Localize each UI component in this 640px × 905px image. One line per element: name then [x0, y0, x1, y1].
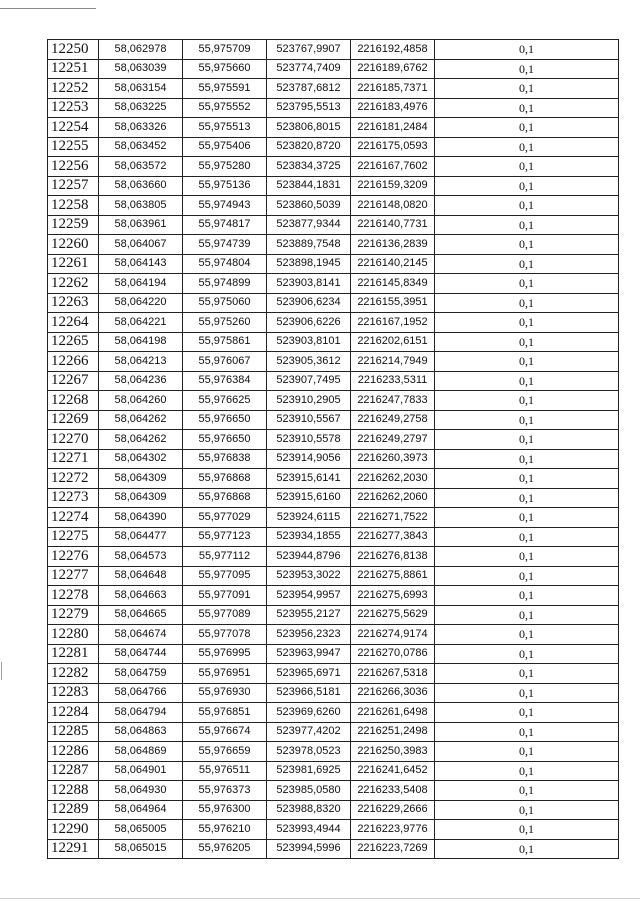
value-cell: 0,1 [435, 79, 619, 99]
value-cell: 0,1 [435, 742, 619, 762]
y-coordinate-cell: 2216136,2839 [351, 235, 435, 255]
point-number-cell: 12276 [48, 547, 99, 567]
longitude-cell: 55,977029 [183, 508, 267, 528]
point-number-cell: 12282 [48, 664, 99, 684]
longitude-cell: 55,974943 [183, 196, 267, 216]
point-number-cell: 12277 [48, 566, 99, 586]
x-coordinate-cell: 523910,5578 [267, 430, 351, 450]
x-coordinate-cell: 523963,9947 [267, 644, 351, 664]
longitude-cell: 55,975513 [183, 118, 267, 138]
longitude-cell: 55,976205 [183, 839, 267, 859]
latitude-cell: 58,063961 [99, 215, 183, 235]
latitude-cell: 58,064648 [99, 566, 183, 586]
latitude-cell: 58,063154 [99, 79, 183, 99]
x-coordinate-cell: 523820,8720 [267, 137, 351, 157]
y-coordinate-cell: 2216260,3973 [351, 449, 435, 469]
table-row [48, 371, 619, 391]
table-row [48, 722, 619, 742]
table-row [48, 527, 619, 547]
longitude-cell: 55,977123 [183, 527, 267, 547]
value-cell: 0,1 [435, 488, 619, 508]
value-cell: 0,1 [435, 722, 619, 742]
longitude-cell: 55,976868 [183, 488, 267, 508]
point-number-cell: 12267 [48, 371, 99, 391]
value-cell: 0,1 [435, 566, 619, 586]
point-number-cell: 12250 [48, 40, 99, 60]
latitude-cell: 58,064794 [99, 703, 183, 723]
x-coordinate-cell: 523915,6160 [267, 488, 351, 508]
table-row [48, 40, 619, 60]
x-coordinate-cell: 523787,6812 [267, 79, 351, 99]
longitude-cell: 55,975552 [183, 98, 267, 118]
point-number-cell: 12254 [48, 118, 99, 138]
x-coordinate-cell: 523965,6971 [267, 664, 351, 684]
table-row [48, 644, 619, 664]
x-coordinate-cell: 523915,6141 [267, 469, 351, 489]
longitude-cell: 55,976373 [183, 781, 267, 801]
y-coordinate-cell: 2216274,9174 [351, 625, 435, 645]
latitude-cell: 58,064260 [99, 391, 183, 411]
y-coordinate-cell: 2216233,5408 [351, 781, 435, 801]
point-number-cell: 12264 [48, 313, 99, 333]
x-coordinate-cell: 523834,3725 [267, 157, 351, 177]
x-coordinate-cell: 523966,5181 [267, 683, 351, 703]
x-coordinate-cell: 523981,6925 [267, 761, 351, 781]
latitude-cell: 58,064863 [99, 722, 183, 742]
point-number-cell: 12285 [48, 722, 99, 742]
y-coordinate-cell: 2216266,3036 [351, 683, 435, 703]
table-row [48, 449, 619, 469]
margin-mark [1, 662, 2, 680]
table-row [48, 176, 619, 196]
latitude-cell: 58,064221 [99, 313, 183, 333]
point-number-cell: 12290 [48, 820, 99, 840]
longitude-cell: 55,976930 [183, 683, 267, 703]
table-row [48, 800, 619, 820]
longitude-cell: 55,976995 [183, 644, 267, 664]
table-row [48, 313, 619, 333]
value-cell: 0,1 [435, 391, 619, 411]
point-number-cell: 12252 [48, 79, 99, 99]
longitude-cell: 55,976951 [183, 664, 267, 684]
value-cell: 0,1 [435, 664, 619, 684]
x-coordinate-cell: 523795,5513 [267, 98, 351, 118]
longitude-cell: 55,975591 [183, 79, 267, 99]
latitude-cell: 58,064390 [99, 508, 183, 528]
value-cell: 0,1 [435, 410, 619, 430]
latitude-cell: 58,065005 [99, 820, 183, 840]
value-cell: 0,1 [435, 644, 619, 664]
x-coordinate-cell: 523806,8015 [267, 118, 351, 138]
y-coordinate-cell: 2216270,0786 [351, 644, 435, 664]
x-coordinate-cell: 523994,5996 [267, 839, 351, 859]
latitude-cell: 58,064198 [99, 332, 183, 352]
value-cell: 0,1 [435, 625, 619, 645]
table-row [48, 839, 619, 859]
latitude-cell: 58,064262 [99, 430, 183, 450]
latitude-cell: 58,064663 [99, 586, 183, 606]
x-coordinate-cell: 523978,0523 [267, 742, 351, 762]
latitude-cell: 58,064766 [99, 683, 183, 703]
longitude-cell: 55,976384 [183, 371, 267, 391]
table-row [48, 59, 619, 79]
y-coordinate-cell: 2216277,3843 [351, 527, 435, 547]
value-cell: 0,1 [435, 430, 619, 450]
x-coordinate-cell: 523956,2323 [267, 625, 351, 645]
latitude-cell: 58,063805 [99, 196, 183, 216]
x-coordinate-cell: 523906,6234 [267, 293, 351, 313]
y-coordinate-cell: 2216250,3983 [351, 742, 435, 762]
y-coordinate-cell: 2216249,2758 [351, 410, 435, 430]
table-row [48, 118, 619, 138]
y-coordinate-cell: 2216181,2484 [351, 118, 435, 138]
point-number-cell: 12281 [48, 644, 99, 664]
x-coordinate-cell: 523889,7548 [267, 235, 351, 255]
y-coordinate-cell: 2216275,5629 [351, 605, 435, 625]
longitude-cell: 55,976650 [183, 410, 267, 430]
x-coordinate-cell: 523844,1831 [267, 176, 351, 196]
x-coordinate-cell: 523907,7495 [267, 371, 351, 391]
y-coordinate-cell: 2216202,6151 [351, 332, 435, 352]
latitude-cell: 58,063660 [99, 176, 183, 196]
x-coordinate-cell: 523910,5567 [267, 410, 351, 430]
y-coordinate-cell: 2216189,6762 [351, 59, 435, 79]
table-body [48, 40, 619, 859]
latitude-cell: 58,064302 [99, 449, 183, 469]
y-coordinate-cell: 2216229,2666 [351, 800, 435, 820]
point-number-cell: 12257 [48, 176, 99, 196]
y-coordinate-cell: 2216276,8138 [351, 547, 435, 567]
y-coordinate-cell: 2216155,3951 [351, 293, 435, 313]
longitude-cell: 55,976838 [183, 449, 267, 469]
point-number-cell: 12284 [48, 703, 99, 723]
value-cell: 0,1 [435, 196, 619, 216]
x-coordinate-cell: 523944,8796 [267, 547, 351, 567]
table-row [48, 196, 619, 216]
x-coordinate-cell: 523914,9056 [267, 449, 351, 469]
point-number-cell: 12273 [48, 488, 99, 508]
y-coordinate-cell: 2216214,7949 [351, 352, 435, 372]
latitude-cell: 58,064930 [99, 781, 183, 801]
y-coordinate-cell: 2216159,3209 [351, 176, 435, 196]
page-bottom-edge [0, 898, 640, 899]
longitude-cell: 55,975260 [183, 313, 267, 333]
longitude-cell: 55,975280 [183, 157, 267, 177]
point-number-cell: 12275 [48, 527, 99, 547]
latitude-cell: 58,064067 [99, 235, 183, 255]
value-cell: 0,1 [435, 313, 619, 333]
latitude-cell: 58,064143 [99, 254, 183, 274]
point-number-cell: 12251 [48, 59, 99, 79]
table-row [48, 430, 619, 450]
table-row [48, 781, 619, 801]
y-coordinate-cell: 2216185,7371 [351, 79, 435, 99]
value-cell: 0,1 [435, 118, 619, 138]
x-coordinate-cell: 523993,4944 [267, 820, 351, 840]
x-coordinate-cell: 523924,6115 [267, 508, 351, 528]
y-coordinate-cell: 2216140,2145 [351, 254, 435, 274]
point-number-cell: 12269 [48, 410, 99, 430]
value-cell: 0,1 [435, 274, 619, 294]
value-cell: 0,1 [435, 703, 619, 723]
value-cell: 0,1 [435, 820, 619, 840]
y-coordinate-cell: 2216140,7731 [351, 215, 435, 235]
x-coordinate-cell: 523905,3612 [267, 352, 351, 372]
value-cell: 0,1 [435, 293, 619, 313]
value-cell: 0,1 [435, 235, 619, 255]
longitude-cell: 55,977095 [183, 566, 267, 586]
x-coordinate-cell: 523953,3022 [267, 566, 351, 586]
x-coordinate-cell: 523767,9907 [267, 40, 351, 60]
longitude-cell: 55,975136 [183, 176, 267, 196]
x-coordinate-cell: 523877,9344 [267, 215, 351, 235]
latitude-cell: 58,064220 [99, 293, 183, 313]
latitude-cell: 58,063326 [99, 118, 183, 138]
table-row [48, 761, 619, 781]
point-number-cell: 12266 [48, 352, 99, 372]
latitude-cell: 58,064236 [99, 371, 183, 391]
table-row [48, 137, 619, 157]
point-number-cell: 12279 [48, 605, 99, 625]
longitude-cell: 55,977078 [183, 625, 267, 645]
x-coordinate-cell: 523906,6226 [267, 313, 351, 333]
longitude-cell: 55,977112 [183, 547, 267, 567]
table-row [48, 157, 619, 177]
table-row [48, 410, 619, 430]
value-cell: 0,1 [435, 254, 619, 274]
longitude-cell: 55,976851 [183, 703, 267, 723]
y-coordinate-cell: 2216247,7833 [351, 391, 435, 411]
y-coordinate-cell: 2216275,6993 [351, 586, 435, 606]
x-coordinate-cell: 523774,7409 [267, 59, 351, 79]
point-number-cell: 12288 [48, 781, 99, 801]
x-coordinate-cell: 523977,4202 [267, 722, 351, 742]
latitude-cell: 58,064744 [99, 644, 183, 664]
table-row [48, 566, 619, 586]
longitude-cell: 55,976650 [183, 430, 267, 450]
value-cell: 0,1 [435, 157, 619, 177]
value-cell: 0,1 [435, 137, 619, 157]
latitude-cell: 58,063039 [99, 59, 183, 79]
longitude-cell: 55,977089 [183, 605, 267, 625]
longitude-cell: 55,976868 [183, 469, 267, 489]
latitude-cell: 58,064213 [99, 352, 183, 372]
table-row [48, 98, 619, 118]
table-row [48, 215, 619, 235]
value-cell: 0,1 [435, 59, 619, 79]
x-coordinate-cell: 523985,0580 [267, 781, 351, 801]
value-cell: 0,1 [435, 98, 619, 118]
latitude-cell: 58,064573 [99, 547, 183, 567]
y-coordinate-cell: 2216148,0820 [351, 196, 435, 216]
table-row [48, 488, 619, 508]
x-coordinate-cell: 523934,1855 [267, 527, 351, 547]
y-coordinate-cell: 2216262,2030 [351, 469, 435, 489]
table-row [48, 469, 619, 489]
y-coordinate-cell: 2216167,7602 [351, 157, 435, 177]
point-number-cell: 12291 [48, 839, 99, 859]
table-row [48, 605, 619, 625]
longitude-cell: 55,976210 [183, 820, 267, 840]
y-coordinate-cell: 2216233,5311 [351, 371, 435, 391]
x-coordinate-cell: 523898,1945 [267, 254, 351, 274]
x-coordinate-cell: 523903,8141 [267, 274, 351, 294]
x-coordinate-cell: 523954,9957 [267, 586, 351, 606]
table-row [48, 703, 619, 723]
y-coordinate-cell: 2216267,5318 [351, 664, 435, 684]
table-row [48, 235, 619, 255]
point-number-cell: 12255 [48, 137, 99, 157]
latitude-cell: 58,064309 [99, 469, 183, 489]
table-row [48, 293, 619, 313]
longitude-cell: 55,976300 [183, 800, 267, 820]
longitude-cell: 55,976511 [183, 761, 267, 781]
value-cell: 0,1 [435, 352, 619, 372]
table-row [48, 683, 619, 703]
value-cell: 0,1 [435, 605, 619, 625]
longitude-cell: 55,975861 [183, 332, 267, 352]
x-coordinate-cell: 523860,5039 [267, 196, 351, 216]
latitude-cell: 58,064759 [99, 664, 183, 684]
x-coordinate-cell: 523955,2127 [267, 605, 351, 625]
y-coordinate-cell: 2216249,2797 [351, 430, 435, 450]
x-coordinate-cell: 523910,2905 [267, 391, 351, 411]
point-number-cell: 12263 [48, 293, 99, 313]
y-coordinate-cell: 2216262,2060 [351, 488, 435, 508]
latitude-cell: 58,064869 [99, 742, 183, 762]
table-row [48, 352, 619, 372]
table-row [48, 391, 619, 411]
x-coordinate-cell: 523903,8101 [267, 332, 351, 352]
x-coordinate-cell: 523969,6260 [267, 703, 351, 723]
value-cell: 0,1 [435, 800, 619, 820]
y-coordinate-cell: 2216251,2498 [351, 722, 435, 742]
latitude-cell: 58,065015 [99, 839, 183, 859]
y-coordinate-cell: 2216261,6498 [351, 703, 435, 723]
table-row [48, 586, 619, 606]
y-coordinate-cell: 2216192,4858 [351, 40, 435, 60]
latitude-cell: 58,063452 [99, 137, 183, 157]
latitude-cell: 58,064477 [99, 527, 183, 547]
table-row [48, 254, 619, 274]
point-number-cell: 12272 [48, 469, 99, 489]
longitude-cell: 55,975406 [183, 137, 267, 157]
latitude-cell: 58,064665 [99, 605, 183, 625]
point-number-cell: 12265 [48, 332, 99, 352]
point-number-cell: 12253 [48, 98, 99, 118]
value-cell: 0,1 [435, 371, 619, 391]
value-cell: 0,1 [435, 469, 619, 489]
table-row [48, 625, 619, 645]
latitude-cell: 58,064309 [99, 488, 183, 508]
point-number-cell: 12268 [48, 391, 99, 411]
longitude-cell: 55,976067 [183, 352, 267, 372]
value-cell: 0,1 [435, 781, 619, 801]
value-cell: 0,1 [435, 508, 619, 528]
y-coordinate-cell: 2216223,9776 [351, 820, 435, 840]
point-number-cell: 12256 [48, 157, 99, 177]
y-coordinate-cell: 2216223,7269 [351, 839, 435, 859]
point-number-cell: 12260 [48, 235, 99, 255]
longitude-cell: 55,975060 [183, 293, 267, 313]
y-coordinate-cell: 2216183,4976 [351, 98, 435, 118]
longitude-cell: 55,974899 [183, 274, 267, 294]
y-coordinate-cell: 2216241,6452 [351, 761, 435, 781]
longitude-cell: 55,975660 [183, 59, 267, 79]
point-number-cell: 12258 [48, 196, 99, 216]
latitude-cell: 58,064194 [99, 274, 183, 294]
point-number-cell: 12289 [48, 800, 99, 820]
latitude-cell: 58,064262 [99, 410, 183, 430]
y-coordinate-cell: 2216271,7522 [351, 508, 435, 528]
value-cell: 0,1 [435, 215, 619, 235]
table-row [48, 79, 619, 99]
point-number-cell: 12261 [48, 254, 99, 274]
value-cell: 0,1 [435, 839, 619, 859]
value-cell: 0,1 [435, 176, 619, 196]
y-coordinate-cell: 2216145,8349 [351, 274, 435, 294]
latitude-cell: 58,064964 [99, 800, 183, 820]
point-number-cell: 12287 [48, 761, 99, 781]
table-row [48, 664, 619, 684]
value-cell: 0,1 [435, 527, 619, 547]
coordinates-table [47, 39, 619, 859]
table-row [48, 742, 619, 762]
longitude-cell: 55,976625 [183, 391, 267, 411]
longitude-cell: 55,974739 [183, 235, 267, 255]
value-cell: 0,1 [435, 40, 619, 60]
table-row [48, 274, 619, 294]
table-row [48, 547, 619, 567]
point-number-cell: 12259 [48, 215, 99, 235]
point-number-cell: 12286 [48, 742, 99, 762]
longitude-cell: 55,976659 [183, 742, 267, 762]
point-number-cell: 12262 [48, 274, 99, 294]
value-cell: 0,1 [435, 449, 619, 469]
latitude-cell: 58,063225 [99, 98, 183, 118]
latitude-cell: 58,063572 [99, 157, 183, 177]
point-number-cell: 12283 [48, 683, 99, 703]
longitude-cell: 55,976674 [183, 722, 267, 742]
longitude-cell: 55,975709 [183, 40, 267, 60]
point-number-cell: 12271 [48, 449, 99, 469]
latitude-cell: 58,062978 [99, 40, 183, 60]
x-coordinate-cell: 523988,8320 [267, 800, 351, 820]
value-cell: 0,1 [435, 332, 619, 352]
value-cell: 0,1 [435, 683, 619, 703]
point-number-cell: 12270 [48, 430, 99, 450]
point-number-cell: 12274 [48, 508, 99, 528]
point-number-cell: 12280 [48, 625, 99, 645]
table-row [48, 508, 619, 528]
y-coordinate-cell: 2216175,0593 [351, 137, 435, 157]
value-cell: 0,1 [435, 547, 619, 567]
longitude-cell: 55,974817 [183, 215, 267, 235]
point-number-cell: 12278 [48, 586, 99, 606]
table-row [48, 332, 619, 352]
y-coordinate-cell: 2216167,1952 [351, 313, 435, 333]
latitude-cell: 58,064901 [99, 761, 183, 781]
y-coordinate-cell: 2216275,8861 [351, 566, 435, 586]
longitude-cell: 55,977091 [183, 586, 267, 606]
longitude-cell: 55,974804 [183, 254, 267, 274]
latitude-cell: 58,064674 [99, 625, 183, 645]
value-cell: 0,1 [435, 586, 619, 606]
table-row [48, 820, 619, 840]
value-cell: 0,1 [435, 761, 619, 781]
page-edge-line [0, 8, 96, 9]
